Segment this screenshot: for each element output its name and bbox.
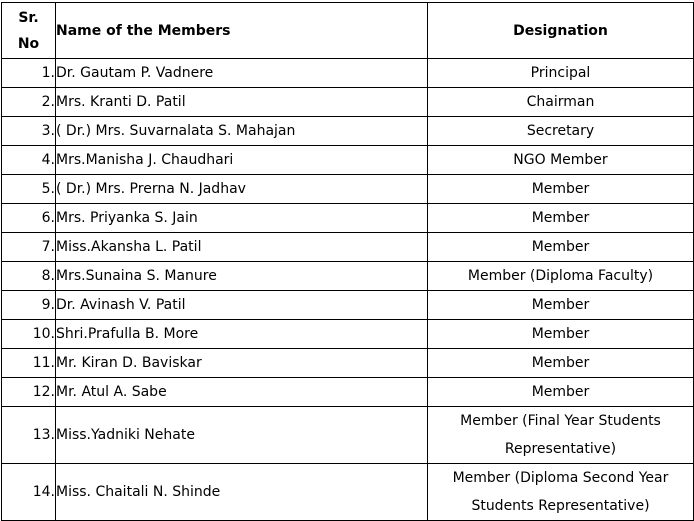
header-sr-line1: Sr. <box>18 9 39 26</box>
cell-designation: Secretary <box>428 117 694 146</box>
header-name: Name of the Members <box>56 3 428 59</box>
cell-sr: 9. <box>2 291 56 320</box>
cell-sr: 1. <box>2 59 56 88</box>
cell-name: Mrs. Priyanka S. Jain <box>56 204 428 233</box>
table-header-row <box>2 3 694 59</box>
designation-line2: Representative) <box>504 441 617 457</box>
cell-name: Shri.Prafulla B. More <box>56 320 428 349</box>
header-sr-no <box>2 3 56 59</box>
cell-name: Miss. Chaitali N. Shinde <box>56 464 428 521</box>
table-row <box>2 146 694 175</box>
cell-designation: Member <box>428 291 694 320</box>
table-row <box>2 464 694 521</box>
cell-sr: 4. <box>2 146 56 175</box>
cell-sr: 8. <box>2 262 56 291</box>
cell-sr: 13. <box>2 407 56 464</box>
table-row <box>2 88 694 117</box>
cell-designation: Member <box>428 204 694 233</box>
designation-line1: Member (Final Year Students <box>460 413 661 429</box>
table-row <box>2 291 694 320</box>
header-sr-line2: No <box>17 35 40 52</box>
cell-designation <box>428 407 694 464</box>
cell-sr: 14. <box>2 464 56 521</box>
cell-name: Mrs.Sunaina S. Manure <box>56 262 428 291</box>
cell-sr: 10. <box>2 320 56 349</box>
cell-designation: Member <box>428 175 694 204</box>
cell-designation: Principal <box>428 59 694 88</box>
table-row <box>2 117 694 146</box>
header-designation: Designation <box>428 3 694 59</box>
cell-designation: NGO Member <box>428 146 694 175</box>
cell-designation: Member (Diploma Faculty) <box>428 262 694 291</box>
table-row <box>2 59 694 88</box>
designation-line2: Students Representative) <box>471 498 650 514</box>
cell-sr: 11. <box>2 349 56 378</box>
cell-name: Mrs.Manisha J. Chaudhari <box>56 146 428 175</box>
cell-sr: 3. <box>2 117 56 146</box>
cell-sr: 2. <box>2 88 56 117</box>
cell-name: Miss.Akansha L. Patil <box>56 233 428 262</box>
cell-designation: Member <box>428 378 694 407</box>
cell-name: ( Dr.) Mrs. Suvarnalata S. Mahajan <box>56 117 428 146</box>
members-table <box>1 2 694 521</box>
cell-designation: Member <box>428 349 694 378</box>
cell-sr: 12. <box>2 378 56 407</box>
cell-designation: Member <box>428 320 694 349</box>
table-row <box>2 262 694 291</box>
cell-name: Dr. Gautam P. Vadnere <box>56 59 428 88</box>
table-row <box>2 320 694 349</box>
designation-line1: Member (Diploma Second Year <box>452 470 669 486</box>
cell-name: Dr. Avinash V. Patil <box>56 291 428 320</box>
table-row <box>2 349 694 378</box>
cell-sr: 7. <box>2 233 56 262</box>
cell-name: Mr. Kiran D. Baviskar <box>56 349 428 378</box>
table-row <box>2 378 694 407</box>
table-row <box>2 407 694 464</box>
cell-designation: Member <box>428 233 694 262</box>
cell-name: ( Dr.) Mrs. Prerna N. Jadhav <box>56 175 428 204</box>
cell-name: Mr. Atul A. Sabe <box>56 378 428 407</box>
cell-designation <box>428 464 694 521</box>
cell-name: Miss.Yadniki Nehate <box>56 407 428 464</box>
cell-designation: Chairman <box>428 88 694 117</box>
table-row <box>2 204 694 233</box>
cell-sr: 6. <box>2 204 56 233</box>
table-row <box>2 233 694 262</box>
cell-name: Mrs. Kranti D. Patil <box>56 88 428 117</box>
cell-sr: 5. <box>2 175 56 204</box>
table-row <box>2 175 694 204</box>
